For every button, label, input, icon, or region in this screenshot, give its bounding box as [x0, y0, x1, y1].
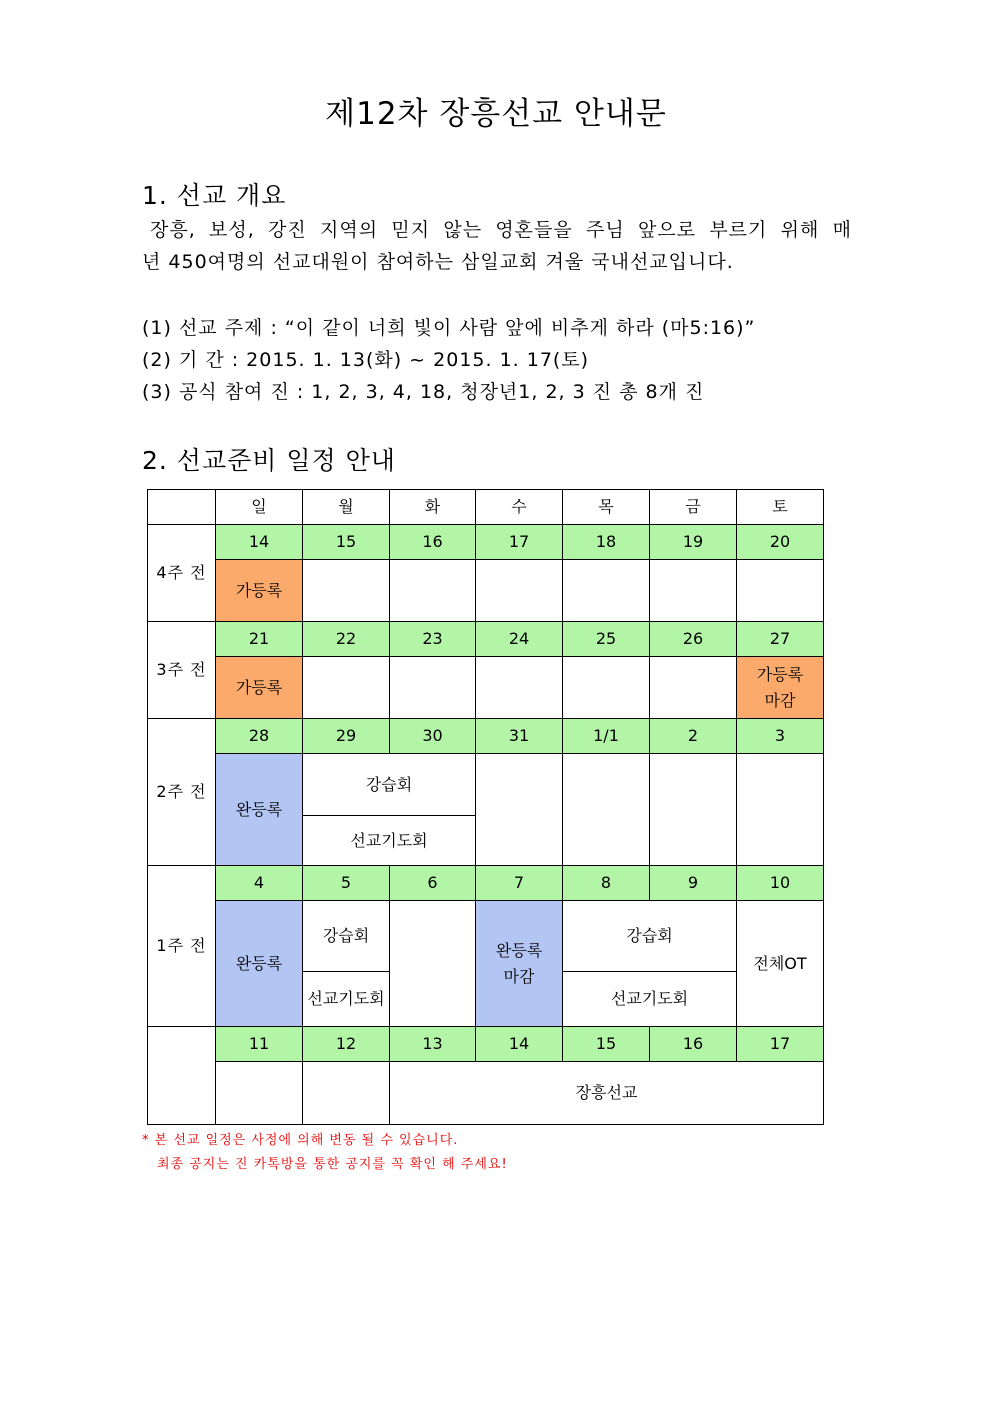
empty-cell — [476, 657, 563, 719]
empty-cell — [737, 754, 824, 866]
weekday-tue: 화 — [390, 490, 476, 525]
empty-cell — [216, 1062, 303, 1125]
date-row-week3 — [148, 622, 824, 657]
weekday-wed: 수 — [476, 490, 563, 525]
week-label — [148, 1027, 216, 1125]
event-prayer-meeting: 선교기도회 — [303, 816, 476, 866]
event-mission: 장흥선교 — [390, 1062, 824, 1125]
weekday-thu: 목 — [563, 490, 650, 525]
corner-cell — [148, 490, 216, 525]
date-cell: 20 — [737, 525, 824, 560]
weekday-mon: 월 — [303, 490, 390, 525]
event-row-week2a — [148, 754, 824, 816]
event-final-registration: 완등록 — [216, 754, 303, 866]
event-line: 마감 — [764, 690, 796, 710]
empty-cell — [390, 560, 476, 622]
empty-cell — [563, 657, 650, 719]
event-line: 완등록 — [495, 940, 543, 960]
date-cell: 16 — [650, 1027, 737, 1062]
date-row-week1 — [148, 866, 824, 901]
date-cell: 31 — [476, 719, 563, 754]
weekday-sat: 토 — [737, 490, 824, 525]
event-provisional-deadline — [737, 657, 824, 719]
date-cell: 22 — [303, 622, 390, 657]
note-line-1: * 본 선교 일정은 사정에 의해 변동 될 수 있습니다. — [142, 1133, 459, 1148]
page-title: 제12차 장흥선교 안내문 — [325, 96, 667, 132]
weekday-fri: 금 — [650, 490, 737, 525]
event-row-week3 — [148, 657, 824, 719]
week-label: 4주 전 — [148, 525, 216, 622]
event-line: 가등록 — [756, 664, 804, 684]
overview-line-1: 장흥, 보성, 강진 지역의 믿지 않는 영혼들을 주님 앞으로 부르기 위해 매 — [150, 219, 852, 241]
empty-cell — [563, 560, 650, 622]
empty-cell — [476, 560, 563, 622]
date-row-week4 — [148, 525, 824, 560]
event-workshop: 강습회 — [563, 901, 737, 972]
empty-cell — [303, 560, 390, 622]
date-cell: 13 — [390, 1027, 476, 1062]
date-cell: 17 — [737, 1027, 824, 1062]
date-cell: 23 — [390, 622, 476, 657]
date-cell: 15 — [303, 525, 390, 560]
event-line: 마감 — [503, 966, 535, 986]
event-final-registration: 완등록 — [216, 901, 303, 1027]
schedule-calendar — [147, 489, 824, 1125]
section1-heading: 1. 선교 개요 — [142, 181, 287, 210]
event-final-deadline — [476, 901, 563, 1027]
week-label: 1주 전 — [148, 866, 216, 1027]
event-row-mission-week — [148, 1062, 824, 1125]
date-cell: 8 — [563, 866, 650, 901]
date-cell: 5 — [303, 866, 390, 901]
date-cell: 10 — [737, 866, 824, 901]
date-row-mission-week — [148, 1027, 824, 1062]
overview-line-2: 년 450여명의 선교대원이 참여하는 삼일교회 겨울 국내선교입니다. — [142, 251, 734, 273]
event-prayer-meeting: 선교기도회 — [303, 972, 390, 1027]
empty-cell — [563, 754, 650, 866]
empty-cell — [390, 901, 476, 1027]
date-cell: 26 — [650, 622, 737, 657]
event-provisional-registration: 가등록 — [216, 657, 303, 719]
empty-cell — [303, 1062, 390, 1125]
date-cell: 21 — [216, 622, 303, 657]
note-line-2: 최종 공지는 진 카톡방을 통한 공지를 꼭 확인 해 주세요! — [157, 1157, 508, 1172]
date-cell: 27 — [737, 622, 824, 657]
date-cell: 18 — [563, 525, 650, 560]
date-cell: 1/1 — [563, 719, 650, 754]
date-cell: 14 — [476, 1027, 563, 1062]
weekday-header-row — [148, 490, 824, 525]
date-cell: 2 — [650, 719, 737, 754]
empty-cell — [650, 657, 737, 719]
section2-heading: 2. 선교준비 일정 안내 — [142, 446, 396, 475]
date-cell: 11 — [216, 1027, 303, 1062]
event-prayer-meeting: 선교기도회 — [563, 972, 737, 1027]
date-cell: 29 — [303, 719, 390, 754]
empty-cell — [476, 754, 563, 866]
week-label: 3주 전 — [148, 622, 216, 719]
date-cell: 7 — [476, 866, 563, 901]
overview-paragraph — [142, 214, 852, 278]
empty-cell — [650, 560, 737, 622]
date-cell: 6 — [390, 866, 476, 901]
date-cell: 12 — [303, 1027, 390, 1062]
date-cell: 28 — [216, 719, 303, 754]
event-workshop: 강습회 — [303, 901, 390, 972]
event-row-week1a — [148, 901, 824, 972]
date-row-week2 — [148, 719, 824, 754]
date-cell: 4 — [216, 866, 303, 901]
event-workshop: 강습회 — [303, 754, 476, 816]
empty-cell — [303, 657, 390, 719]
item-teams: (3) 공식 참여 진 : 1, 2, 3, 4, 18, 청장년1, 2, 3 진 총 8개 진 — [142, 381, 705, 403]
date-cell: 16 — [390, 525, 476, 560]
event-row-week4 — [148, 560, 824, 622]
date-cell: 17 — [476, 525, 563, 560]
event-orientation: 전체OT — [737, 901, 824, 1027]
date-cell: 19 — [650, 525, 737, 560]
date-cell: 25 — [563, 622, 650, 657]
event-provisional-registration: 가등록 — [216, 560, 303, 622]
item-period: (2) 기 간 : 2015. 1. 13(화) ~ 2015. 1. 17(토) — [142, 349, 590, 371]
date-cell: 3 — [737, 719, 824, 754]
item-theme: (1) 선교 주제 : “이 같이 너희 빛이 사람 앞에 비추게 하라 (마5:16)” — [142, 317, 756, 339]
date-cell: 9 — [650, 866, 737, 901]
empty-cell — [390, 657, 476, 719]
empty-cell — [650, 754, 737, 866]
date-cell: 14 — [216, 525, 303, 560]
week-label: 2주 전 — [148, 719, 216, 866]
empty-cell — [737, 560, 824, 622]
weekday-sun: 일 — [216, 490, 303, 525]
date-cell: 24 — [476, 622, 563, 657]
date-cell: 15 — [563, 1027, 650, 1062]
date-cell: 30 — [390, 719, 476, 754]
